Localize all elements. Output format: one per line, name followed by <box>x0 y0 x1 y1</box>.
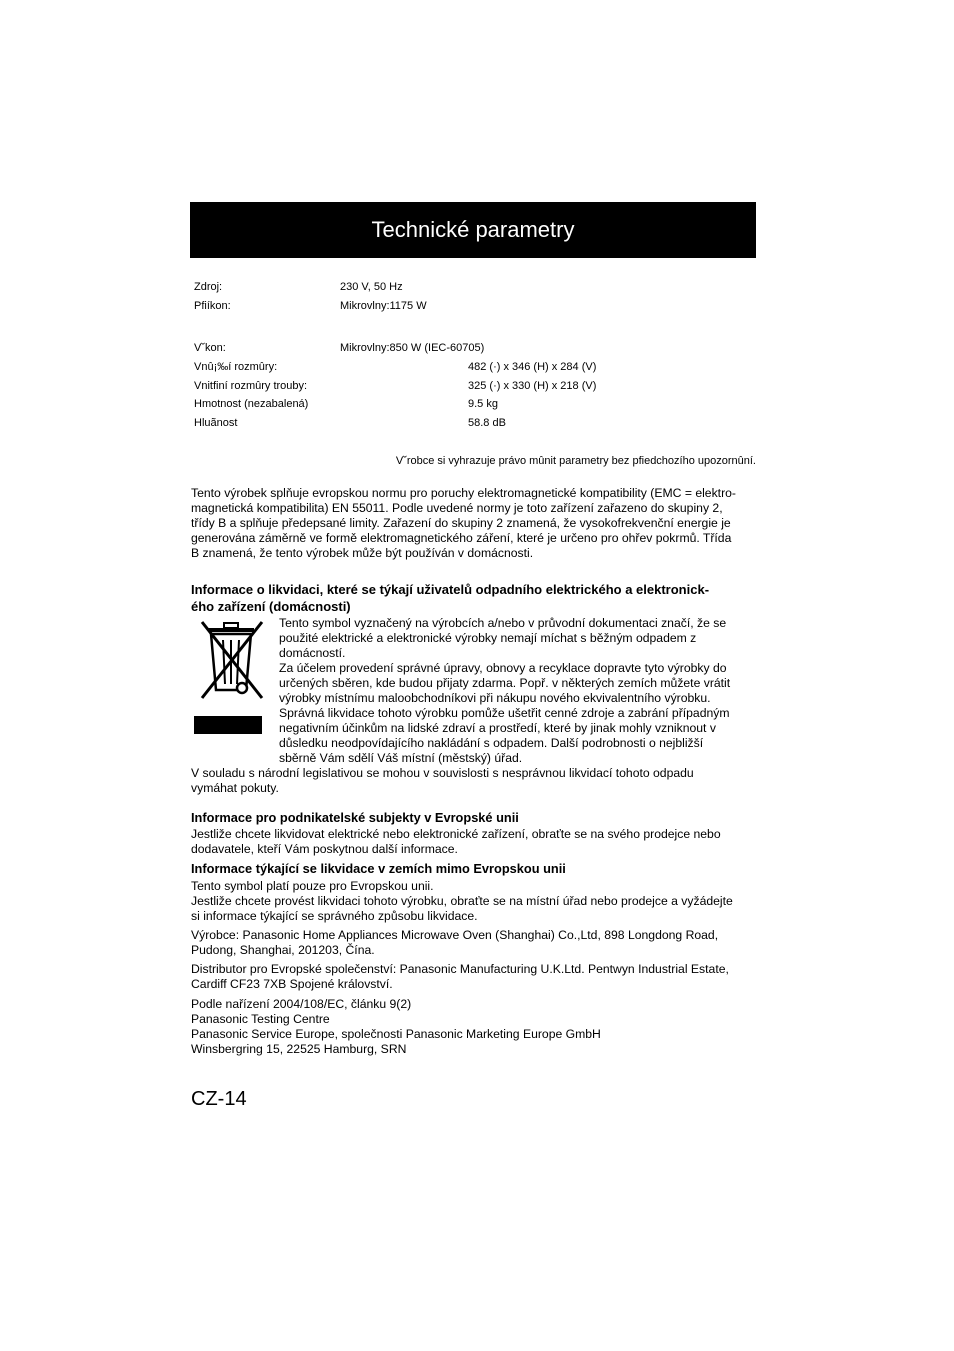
heading-line: Informace o likvidaci, které se týkají uživatelů odpadního elektrického a elektronick- <box>191 582 710 597</box>
text-line: si informace týkající se správného způsobu likvidace. <box>191 909 478 923</box>
text-line: použité elektrické a elektronické výrobky nemají míchat s běžným odpadem z <box>279 631 697 645</box>
business-text <box>191 827 721 857</box>
text-line: Cardiff CF23 7XB Spojené království. <box>191 977 393 991</box>
text-line: B znamená, že tento výrobek může být používán v domácnosti. <box>191 546 534 560</box>
disposal-legal-note <box>191 766 694 796</box>
text-line: Panasonic Testing Centre <box>191 1012 330 1026</box>
text-line: sběrně Vám sdělí Váš místní (městský) úřad. <box>279 751 523 765</box>
spec-label: V˘kon: <box>194 342 226 354</box>
text-line: výrobky místnímu maloobchodníkovi při nákupu nového ekvivalentního výrobku. <box>279 691 711 705</box>
text-line: Výrobce: Panasonic Home Appliances Microwave Oven (Shanghai) Co.,Ltd, 898 Longdong Road, <box>191 928 719 942</box>
manufacturer-note: V˘robce si vyhrazuje právo mûnit parametry bez pfiedchozího upozornûní. <box>395 455 756 467</box>
text-line: Podle nařízení 2004/108/EC, článku 9(2) <box>191 997 412 1011</box>
text-line: třídy B a splňuje předepsané limity. Zařazení do skupiny 2 znamená, že vysokofrekvenční energie je <box>191 516 731 530</box>
business-heading: Informace pro podnikatelské subjekty v Evropské unii <box>191 810 519 825</box>
text-line: generována záměrně ve formě elektromagnetického záření, které je určeno pro ohřev pokrmů. Třída <box>191 531 732 545</box>
spec-label: Vnû¡‰í rozmûry: <box>194 361 278 373</box>
crossed-out-bin-icon <box>190 618 272 738</box>
spec-value: Mikrovlny:850 W (IEC-60705) <box>340 342 485 354</box>
spec-label: Hmotnost (nezabalená) <box>194 398 309 410</box>
text-line: dodavatele, kteří Vám poskytnou další informace. <box>191 842 458 856</box>
disposal-text <box>279 616 730 766</box>
text-line: Pudong, Shanghai, 201203, Čína. <box>191 943 375 957</box>
regulation-info <box>191 997 601 1057</box>
text-line: Tento symbol vyznačený na výrobcích a/nebo v průvodní dokumentaci značí, že se <box>279 616 727 630</box>
page-title: Technické parametry <box>371 217 575 242</box>
page-title-bar <box>190 202 756 258</box>
spec-label: Hluãnost <box>194 417 238 429</box>
spec-value: 325 (·) x 330 (H) x 218 (V) <box>468 380 597 392</box>
text-line: domácností. <box>279 646 346 660</box>
spec-value: 482 (·) x 346 (H) x 284 (V) <box>468 361 597 373</box>
disposal-heading <box>191 581 709 615</box>
page-number: CZ-14 <box>191 1088 247 1110</box>
spec-label: Pfiíkon: <box>194 300 231 312</box>
text-line: Správná likvidace tohoto výrobku pomůže ušetřit cenné zdroje a zabrání případným <box>279 706 730 720</box>
spec-label: Vnitfiní rozmûry trouby: <box>194 380 308 392</box>
text-line: vymáhat pokuty. <box>191 781 279 795</box>
text-line: důsledku neodpovídajícího nakládání s odpadem. Další podrobnosti o nejbližší <box>279 736 704 750</box>
text-line: Za účelem provedení správné úpravy, obnovy a recyklace dopravte tyto výrobky do <box>279 661 727 675</box>
text-line: Tento symbol platí pouze pro Evropskou unii. <box>191 879 434 893</box>
heading-line: ého zařízení (domácnosti) <box>191 599 351 614</box>
text-line: Panasonic Service Europe, společnosti Panasonic Marketing Europe GmbH <box>191 1027 601 1041</box>
text-line: negativním účinkům na lidské zdraví a prostředí, které by jinak mohly vzniknout v <box>279 721 716 735</box>
text-line: Winsbergring 15, 22525 Hamburg, SRN <box>191 1042 407 1056</box>
text-line: Distributor pro Evropské společenství: Panasonic Manufacturing U.K.Ltd. Pentwyn Industrial Estate, <box>191 962 729 976</box>
spec-value: 230 V, 50 Hz <box>340 281 403 293</box>
distributor-info <box>191 962 729 992</box>
text-line: určených sběren, kde budou přijaty zdarma. Popř. v některých zemích můžete vrátit <box>279 676 731 690</box>
emc-paragraph <box>191 486 736 561</box>
text-line: Jestliže chcete likvidovat elektrické nebo elektronické zařízení, obraťte se na svého prodejce nebo <box>191 827 721 841</box>
spec-label: Zdroj: <box>194 281 223 293</box>
text-line: V souladu s národní legislativou se mohou v souvislosti s nesprávnou likvidací tohoto odpadu <box>191 766 694 780</box>
spec-value: Mikrovlny:1175 W <box>340 300 427 312</box>
outside-eu-heading: Informace týkající se likvidace v zemích mimo Evropskou unii <box>191 861 566 876</box>
outside-eu-text <box>191 879 733 924</box>
text-line: Jestliže chcete provést likvidaci tohoto výrobku, obraťte se na místní úřad nebo prodejce a vyžádejte <box>191 894 733 908</box>
manufacturer-info <box>191 928 718 958</box>
spec-value: 58.8 dB <box>468 417 506 429</box>
text-line: magnetická kompatibilita) EN 55011. Podle uvedené normy je toto zařízení zařazeno do skupiny 2, <box>191 501 723 515</box>
text-line: Tento výrobek splňuje evropskou normu pro poruchy elektromagnetické kompatibility (EMC = elektro- <box>191 486 736 500</box>
spec-value: 9.5 kg <box>468 398 498 410</box>
